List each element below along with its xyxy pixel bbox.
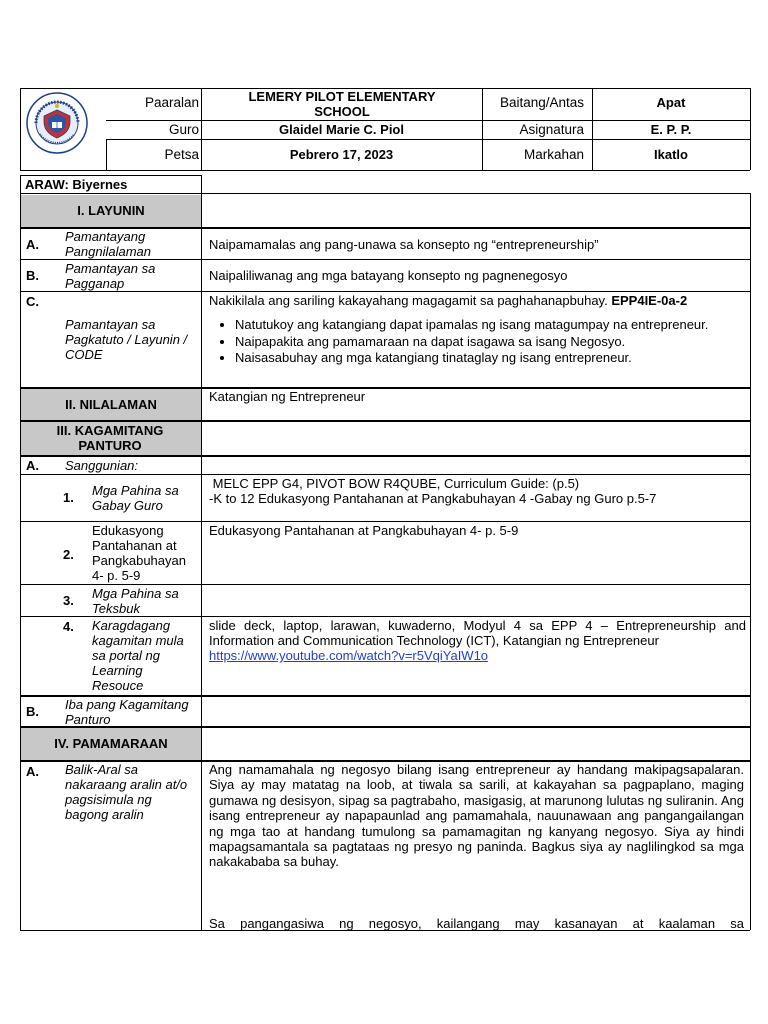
list-item: • Natutukoy ang katangiang dapat ipamalas ng isang matagumpay na entrepreneur. [235,317,744,332]
layunin-b-letter: B. [26,268,39,283]
teacher-value: Glaidel Marie C. Piol [279,122,404,137]
kagamitan-n4: 4. [63,619,74,634]
layunin-c-intro [209,293,744,308]
grade-value: Apat [656,95,686,110]
layunin-heading: I. LAYUNIN [77,203,145,218]
kagamitan-n1-line1: MELC EPP G4, PIVOT BOW R4QUBE, Curriculum Guide: (p.5) [209,476,580,491]
kagamitan-b-letter: B. [26,704,39,719]
pamamaraan-a-para2 [209,916,744,931]
kagamitan-n3: 3. [63,593,74,608]
kagamitan-n2: 2. [63,547,74,562]
subject-value: E. P. P. [650,122,692,137]
day-label: ARAW: Biyernes [25,177,128,192]
kagamitan-n4-content [209,618,746,663]
kagamitan-n3-label: Mga Pahina sa Teksbuk [92,586,179,616]
kagamitan-a-letter: A. [26,458,39,473]
layunin-c-content [209,293,744,366]
grade-label: Baitang/Antas [499,95,584,110]
pamamaraan-heading: IV. PAMAMARAAN [54,736,168,751]
layunin-c-label: Pamantayan sa Pagkatuto / Layunin / CODE [65,317,188,362]
pamamaraan-a-label: Balik-Aral sa nakaraang aralin at/o pagsisimula ng bagong aralin [65,762,188,822]
layunin-c-code: EPP4IE-0a-2 [611,293,688,308]
quarter-value: Ikatlo [654,147,688,162]
layunin-a-text: Naipamamalas ang pang-unawa sa konsepto ng “entrepreneurship” [209,237,599,252]
kagamitan-n2-text: Edukasyong Pantahanan at Pangkabuhayan 4- p. 5-9 [209,523,519,538]
pamamaraan-a-letter: A. [26,764,39,779]
kagamitan-a-label: Sanggunian: [65,458,139,473]
layunin-b-text: Naipaliliwanag ang mga batayang konsepto ng pagnenegosyo [209,268,568,283]
quarter-label: Markahan [523,147,584,162]
teacher-label: Guro [168,122,199,137]
subject-label: Asignatura [519,122,584,137]
deped-seal-logo [26,92,88,154]
date-value: Pebrero 17, 2023 [289,147,394,162]
date-label: Petsa [164,147,199,162]
youtube-link[interactable]: https://www.youtube.com/watch?v=r5VqiYaIW1o [209,648,489,663]
kagamitan-n4-label: Karagdagang kagamitan mula sa portal ng Learning Resouce [92,618,184,693]
pamamaraan-a-para2-text: Sa pangangasiwa ng negosyo, kailangang may kasanayan at kaalaman sa [209,916,744,931]
school-value: LEMERY PILOT ELEMENTARY SCHOOL [248,89,436,119]
layunin-c-intro-text: Nakikilala ang sariling kakayahang magagamit sa paghahanapbuhay. [209,293,608,308]
kagamitan-n2-label: Edukasyong Pantahanan at Pangkabuhayan 4- p. 5-9 [92,523,186,583]
nilalaman-heading: II. NILALAMAN [65,397,157,412]
layunin-c-bullets [209,317,744,365]
list-item: • Naisasabuhay ang mga katangiang tinataglay ng isang entrepreneur. [235,350,744,365]
pamamaraan-a-para1: Ang namamahala ng negosyo bilang isang entrepreneur ay handang makipagsapalaran. Siya ay may matatag na loob, at tiwala sa sarili, at kakayahan sa pagpaplano, maging gumawa ng desisyon, sipag sa pagtrabaho, masigasig, at marunong lulutas ng suliranin. Ang isang entrepreneur ay napapaunlad ang pamamahala, nauunawaan ang pangangailangan ng mga tao at handang tumulong sa pamamagitan ng kanyang negosyo. Siya ay hindi mapagsamantala sa pagtataas ng presyo ng paninda. Bagkus siya ay naglilingkod sa mga nakakababa sa buhay. [209,762,744,870]
nilalaman-text: Katangian ng Entrepreneur [209,389,366,404]
layunin-b-label: Pamantayan sa Pagganap [65,261,156,291]
kagamitan-b-label: Iba pang Kagamitang Panturo [65,697,189,727]
kagamitan-heading: III. KAGAMITANG PANTURO [56,423,164,453]
layunin-a-label: Pamantayang Pangnilalaman [65,229,152,259]
kagamitan-n1: 1. [63,490,74,505]
list-item: • Naipapakita ang pamamaraan na dapat isagawa sa isang Negosyo. [235,334,744,349]
layunin-a-letter: A. [26,237,39,252]
layunin-c-letter: C. [26,294,39,309]
kagamitan-n1-label: Mga Pahina sa Gabay Guro [92,483,179,513]
school-label: Paaralan [144,95,199,110]
kagamitan-n4-text: slide deck, laptop, larawan, kuwaderno, Modyul 4 sa EPP 4 – Entrepreneurship and Information and Communication Technology (ICT), Katangian ng Entrepreneur [209,618,746,648]
kagamitan-n1-line2: -K to 12 Edukasyong Pantahanan at Pangkabuhayan 4 -Gabay ng Guro p.5-7 [209,491,657,506]
